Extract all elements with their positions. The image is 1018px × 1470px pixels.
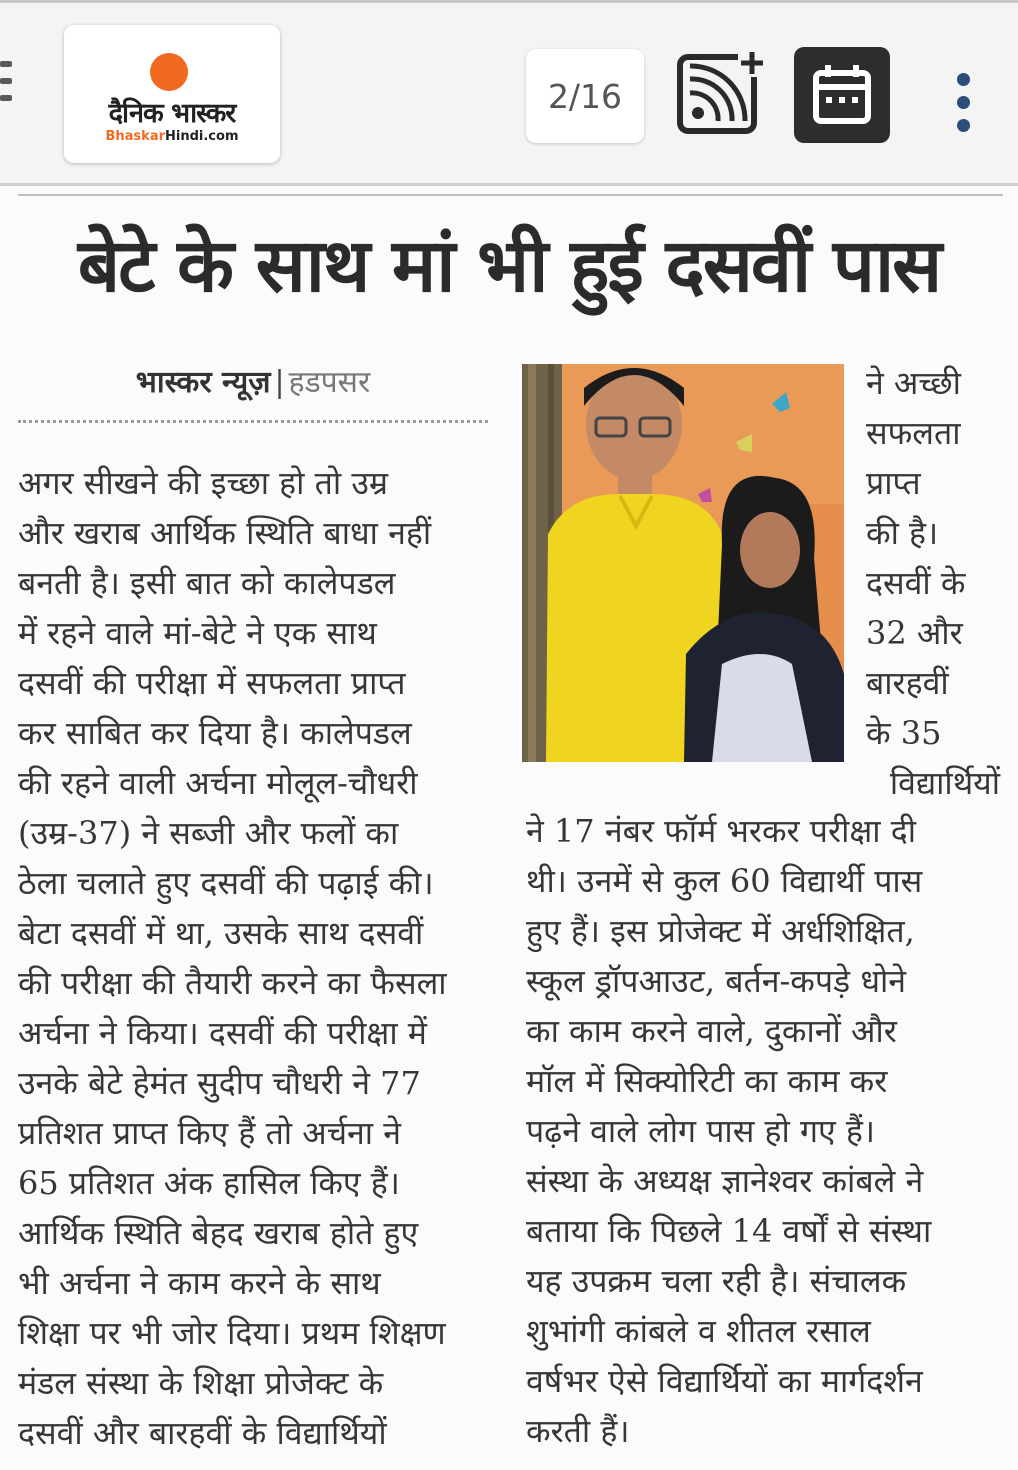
article-column-right <box>526 806 1000 1456</box>
text-line: 65 प्रतिशत अंक हासिल किए हैं। <box>18 1164 400 1202</box>
rss-add-icon[interactable] <box>676 49 766 139</box>
text-line: ने अच्छी <box>866 364 961 402</box>
text-line: में रहने वाले मां-बेटे ने एक साथ <box>18 614 377 652</box>
text-line: वर्षभर ऐसे विद्यार्थियों का मार्गदर्शन <box>526 1362 923 1400</box>
article-column-side <box>866 358 1000 808</box>
text-line: उनके बेटे हेमंत सुदीप चौधरी ने 77 <box>18 1064 421 1102</box>
text-line: ठेला चलाते हुए दसवीं की पढ़ाई की। <box>18 864 434 902</box>
app-toolbar <box>0 0 1018 186</box>
text-line: प्राप्त <box>866 464 921 502</box>
article-byline <box>18 360 488 401</box>
text-line: संस्था के अध्यक्ष ज्ञानेश्वर कांबले ने <box>526 1162 924 1200</box>
text-line: और खराब आर्थिक स्थिति बाधा नहीं <box>18 514 432 552</box>
text-line: की रहने वाली अर्चना मोलूल-चौधरी <box>18 764 418 802</box>
byline-place: हडपसर <box>288 365 371 400</box>
text-line: पढ़ने वाले लोग पास हो गए हैं। <box>526 1112 875 1150</box>
text-line: की है। <box>866 514 939 552</box>
article-photo <box>522 364 844 762</box>
text-line: का काम करने वाले, दुकानों और <box>526 1012 897 1050</box>
text-line: अगर सीखने की इच्छा हो तो उम्र <box>18 464 388 502</box>
logo-sun-icon <box>150 53 188 91</box>
text-line: की परीक्षा की तैयारी करने का फैसला <box>18 964 447 1002</box>
text-line: शिक्षा पर भी जोर दिया। प्रथम शिक्षण <box>18 1314 446 1352</box>
byline-agency: भास्कर न्यूज़ <box>135 365 271 400</box>
text-line: के 35 <box>866 714 942 752</box>
text-line: आर्थिक स्थिति बेहद खराब होते हुए <box>18 1214 419 1252</box>
text-line: 32 और <box>866 614 963 652</box>
text-line: स्कूल ड्रॉपआउट, बर्तन-कपड़े धोने <box>526 962 907 1000</box>
text-line: थी। उनमें से कुल 60 विद्यार्थी पास <box>526 862 923 900</box>
more-vertical-icon[interactable] <box>948 73 978 137</box>
byline-dotted-rule <box>18 420 488 423</box>
text-line: करती हैं। <box>526 1412 630 1450</box>
text-line: प्रतिशत प्राप्त किए हैं तो अर्चना ने <box>18 1114 402 1152</box>
article-headline: बेटे के साथ मां भी हुई दसवीं पास <box>77 223 941 309</box>
text-line: दसवीं के <box>866 564 966 602</box>
calendar-icon[interactable] <box>794 47 890 143</box>
text-line: बनती है। इसी बात को कालेपडल <box>18 564 396 602</box>
text-line: अर्चना ने किया। दसवीं की परीक्षा में <box>18 1014 427 1052</box>
text-line: दसवीं और बारहवीं के विद्यार्थियों <box>18 1414 387 1452</box>
text-line: भी अर्चना ने काम करने के साथ <box>18 1264 381 1302</box>
brand-logo[interactable] <box>64 25 280 163</box>
text-line: शुभांगी कांबले व शीतल रसाल <box>526 1312 871 1350</box>
page-indicator[interactable]: 2/16 <box>526 49 644 143</box>
text-line: बेटा दसवीं में था, उसके साथ दसवीं <box>18 914 424 952</box>
text-line: सफलता <box>866 414 961 452</box>
text-line: हुए हैं। इस प्रोजेक्ट में अर्धशिक्षित, <box>526 912 915 950</box>
text-line: विद्यार्थियों <box>889 764 1000 802</box>
text-line: कर साबित कर दिया है। कालेपडल <box>18 714 412 752</box>
text-line: (उम्र-37) ने सब्जी और फलों का <box>18 814 399 852</box>
text-line: ने 17 नंबर फॉर्म भरकर परीक्षा दी <box>526 812 917 850</box>
brand-name: दैनिक भास्कर <box>108 98 236 129</box>
text-line: दसवीं की परीक्षा में सफलता प्राप्त <box>18 664 406 702</box>
text-line: मॉल में सिक्योरिटी का काम कर <box>526 1062 888 1100</box>
text-line: बारहवीं <box>866 664 949 702</box>
text-line: मंडल संस्था के शिक्षा प्रोजेक्ट के <box>18 1364 384 1402</box>
article-top-rule <box>18 194 1003 196</box>
byline-separator: | <box>274 365 285 400</box>
menu-icon[interactable] <box>0 61 12 109</box>
text-line: यह उपक्रम चला रही है। संचालक <box>526 1262 907 1300</box>
article-column-left <box>18 458 488 1458</box>
text-line: बताया कि पिछले 14 वर्षों से संस्था <box>526 1212 932 1250</box>
brand-subtitle: BhaskarHindi.com <box>105 129 239 144</box>
